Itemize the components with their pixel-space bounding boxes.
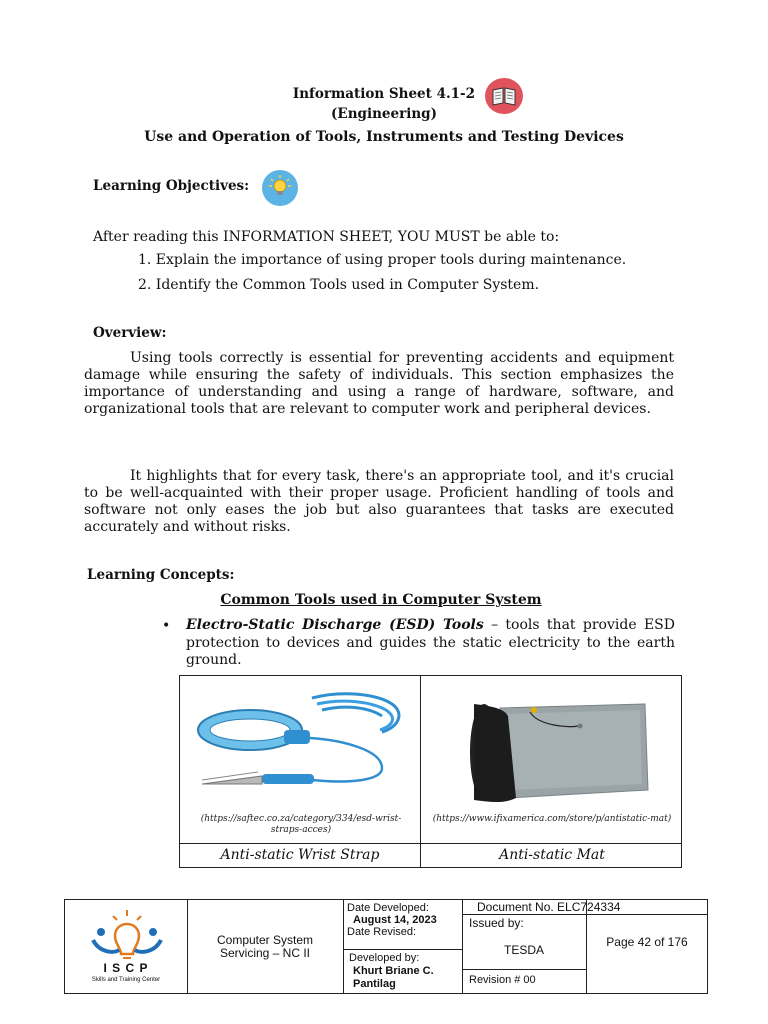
learning-concepts-label: Learning Concepts:	[87, 567, 235, 583]
overview-label: Overview:	[93, 325, 167, 341]
course-line: Servicing – NC II	[219, 946, 311, 960]
overview-paragraph: Using tools correctly is essential for preventing accidents and equipment damage while ensuring the safety of individuals. This section emphasizes the importance of understanding and using a range of hardware, software, and organizational tools that are relevant to computer work and peripheral devices.	[84, 350, 674, 417]
page-number: Page 42 of 176	[606, 935, 688, 949]
developer-name: Khurt Briane C.	[353, 965, 434, 977]
date-developed: August 14, 2023	[353, 914, 437, 926]
date-revised-label: Date Revised:	[347, 926, 417, 938]
document-footer	[64, 899, 708, 994]
sheet-topic: Use and Operation of Tools, Instruments and Testing Devices	[144, 129, 624, 145]
learning-objectives-label: Learning Objectives:	[93, 178, 250, 194]
course-name	[187, 934, 343, 960]
logo-subtext: Skills and Training Center	[91, 977, 161, 983]
objectives-intro: After reading this INFORMATION SHEET, YOU MUST be able to:	[93, 229, 560, 245]
book-icon	[485, 78, 523, 114]
overview-paragraph: It highlights that for every task, there's an appropriate tool, and it's crucial to be well-acquainted with their proper usage. Proficient handling of tools and software not only eases the job but also guarantees that tasks are executed accurately and without risks.	[84, 468, 674, 535]
logo-text: I S C P	[103, 961, 149, 975]
developer-name: Pantilag	[353, 978, 396, 990]
image-table	[179, 675, 682, 868]
image-source-link[interactable]: (https://www.ifixamerica.com/store/p/antistatic-mat)	[432, 814, 672, 824]
iscp-logo	[89, 906, 165, 962]
image-caption: Anti-static Mat	[499, 847, 605, 863]
date-developed-label: Date Developed:	[347, 902, 429, 914]
document-number: Document No. ELC724334	[477, 900, 621, 914]
bullet-description: – tools that provide ESD protection to devices and guides the static electricity to the earth ground.	[186, 617, 675, 668]
esd-bullet	[186, 617, 675, 670]
sheet-subtitle: (Engineering)	[331, 106, 437, 122]
course-line: Computer System	[216, 933, 314, 947]
antistatic-mat-image	[460, 686, 650, 806]
issuer: TESDA	[503, 943, 544, 957]
developed-by-label: Developed by:	[349, 952, 420, 964]
image-caption: Anti-static Wrist Strap	[220, 847, 380, 863]
section-heading: Common Tools used in Computer System	[220, 592, 542, 608]
bullet-term: Electro-Static Discharge (ESD) Tools	[186, 617, 484, 633]
lightbulb-icon	[262, 170, 298, 206]
image-source-link[interactable]: (https://saftec.co.za/category/334/esd-wrist-straps-acces)	[200, 814, 402, 835]
bullet-icon: •	[162, 618, 171, 634]
revision-number: Revision # 00	[469, 974, 536, 986]
wrist-strap-image	[192, 680, 414, 810]
sheet-title: Information Sheet 4.1-2	[292, 86, 476, 102]
objective-item: 1. Explain the importance of using proper tools during maintenance.	[138, 252, 627, 268]
objective-item: 2. Identify the Common Tools used in Computer System.	[138, 277, 540, 293]
issued-by-label: Issued by:	[469, 916, 524, 930]
